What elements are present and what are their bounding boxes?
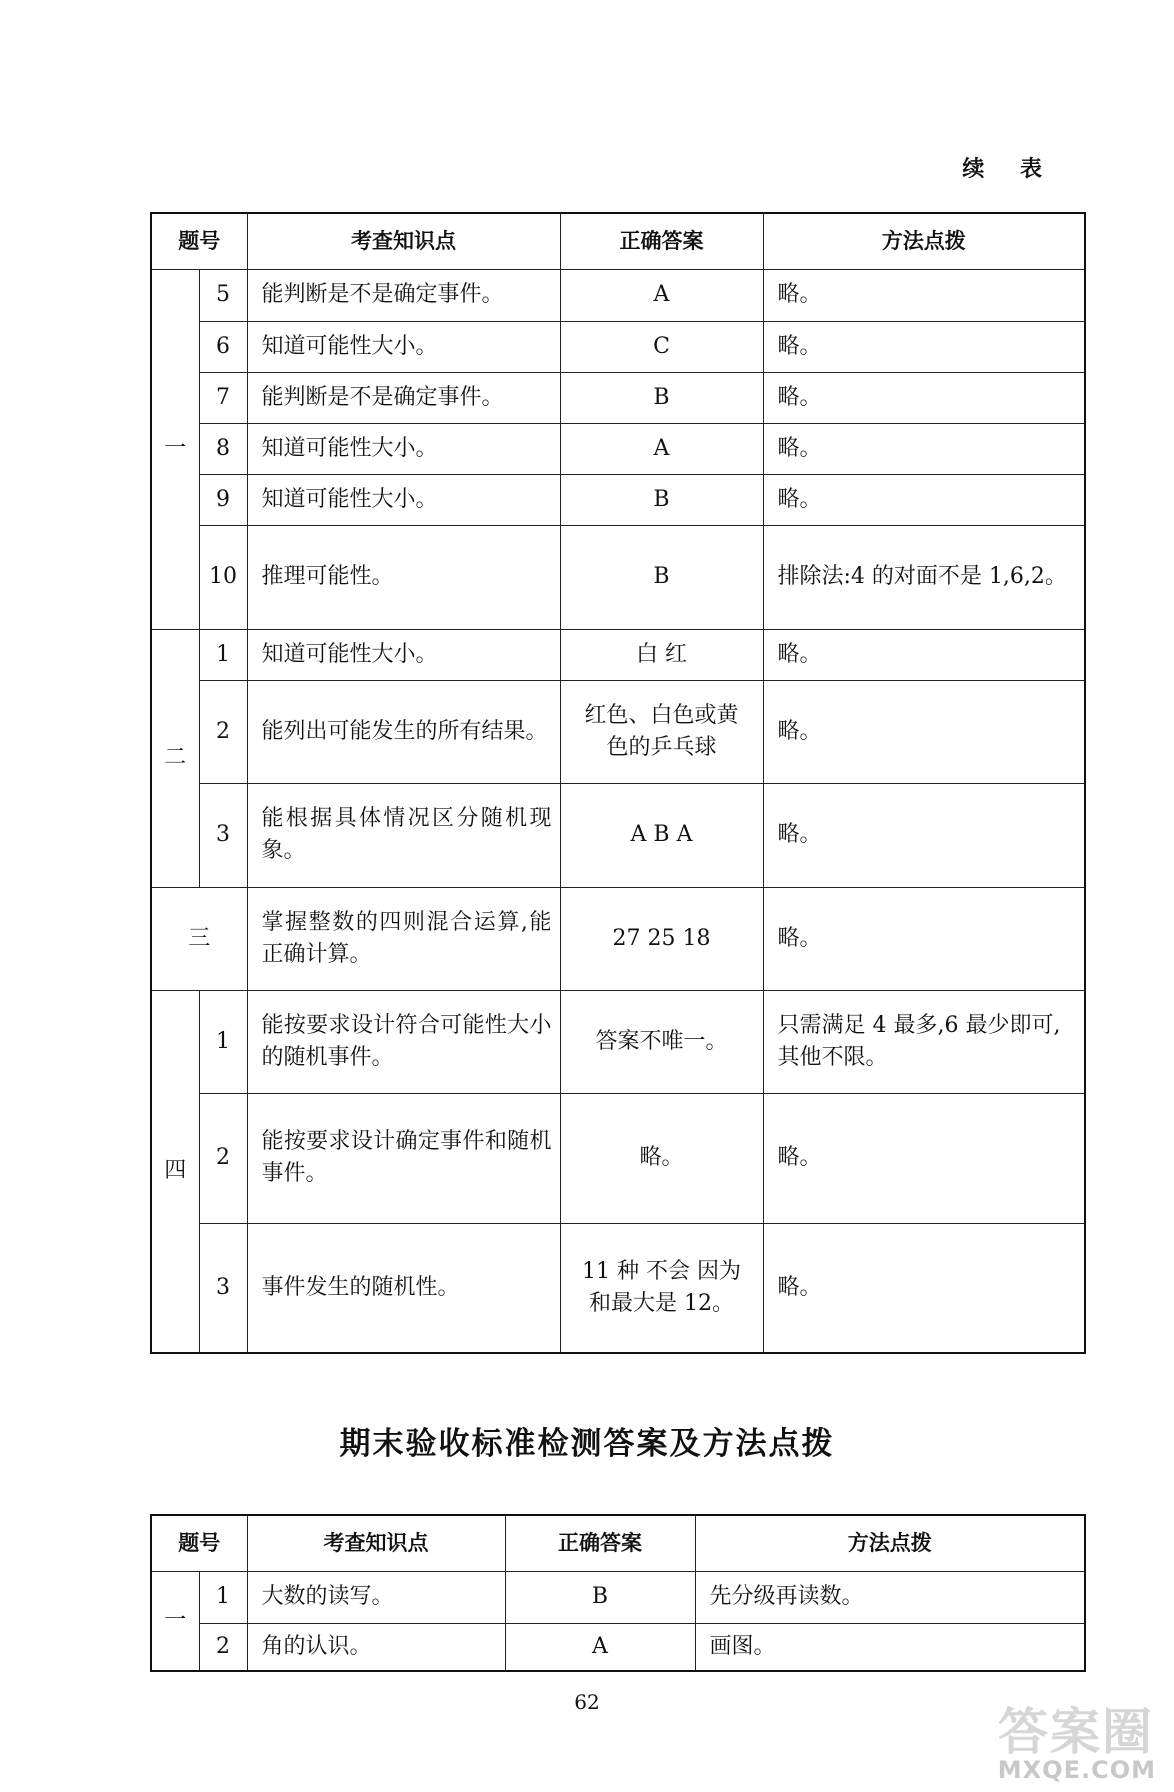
answer: 红色、白色或黄色的乒乓球 bbox=[560, 680, 763, 783]
table-row bbox=[151, 269, 1085, 321]
table-row bbox=[151, 680, 1085, 783]
method: 画图。 bbox=[695, 1623, 1085, 1671]
knowledge-point: 能判断是不是确定事件。 bbox=[247, 372, 560, 423]
question-number: 8 bbox=[199, 423, 247, 474]
header-section: 题号 bbox=[151, 213, 247, 269]
answer: 11 种 不会 因为和最大是 12。 bbox=[560, 1223, 763, 1353]
knowledge-point: 大数的读写。 bbox=[247, 1571, 505, 1623]
knowledge-point: 掌握整数的四则混合运算,能正确计算。 bbox=[247, 887, 560, 990]
answer-table-final bbox=[150, 1514, 1086, 1672]
question-number: 3 bbox=[199, 1223, 247, 1353]
method: 略。 bbox=[763, 321, 1085, 372]
method: 先分级再读数。 bbox=[695, 1571, 1085, 1623]
section-label: 二 bbox=[151, 629, 199, 887]
question-number: 1 bbox=[199, 990, 247, 1093]
question-number: 2 bbox=[199, 680, 247, 783]
table-row bbox=[151, 990, 1085, 1093]
table-row bbox=[151, 629, 1085, 680]
knowledge-point: 推理可能性。 bbox=[247, 525, 560, 629]
header-knowledge: 考查知识点 bbox=[247, 213, 560, 269]
answer: A bbox=[560, 269, 763, 321]
table-header-row bbox=[151, 213, 1085, 269]
answer: B bbox=[560, 474, 763, 525]
question-number: 6 bbox=[199, 321, 247, 372]
section-label: 一 bbox=[151, 1571, 199, 1671]
table-row bbox=[151, 525, 1085, 629]
header-answer: 正确答案 bbox=[560, 213, 763, 269]
answer: B bbox=[560, 372, 763, 423]
section-label: 一 bbox=[151, 269, 199, 629]
knowledge-point: 知道可能性大小。 bbox=[247, 423, 560, 474]
method: 略。 bbox=[763, 372, 1085, 423]
question-number: 1 bbox=[199, 629, 247, 680]
answer-table-unit bbox=[150, 212, 1086, 1354]
answer: B bbox=[505, 1571, 695, 1623]
continued-label: 续 表 bbox=[962, 157, 1056, 182]
answer: 白 红 bbox=[560, 629, 763, 680]
header-knowledge: 考查知识点 bbox=[247, 1515, 505, 1571]
method: 排除法:4 的对面不是 1,6,2。 bbox=[763, 525, 1085, 629]
method: 略。 bbox=[763, 629, 1085, 680]
table-row bbox=[151, 783, 1085, 887]
knowledge-point: 能按要求设计符合可能性大小的随机事件。 bbox=[247, 990, 560, 1093]
question-number: 5 bbox=[199, 269, 247, 321]
table-row bbox=[151, 1223, 1085, 1353]
table-header-row bbox=[151, 1515, 1085, 1571]
answer: 略。 bbox=[560, 1093, 763, 1223]
knowledge-point: 能判断是不是确定事件。 bbox=[247, 269, 560, 321]
method: 只需满足 4 最多,6 最少即可,其他不限。 bbox=[763, 990, 1085, 1093]
question-number: 9 bbox=[199, 474, 247, 525]
header-method: 方法点拨 bbox=[763, 213, 1085, 269]
answer: A bbox=[560, 423, 763, 474]
method: 略。 bbox=[763, 474, 1085, 525]
knowledge-point: 知道可能性大小。 bbox=[247, 321, 560, 372]
method: 略。 bbox=[763, 1223, 1085, 1353]
header-section: 题号 bbox=[151, 1515, 247, 1571]
answer: 27 25 18 bbox=[560, 887, 763, 990]
answer: B bbox=[560, 525, 763, 629]
page-number: 62 bbox=[574, 1690, 600, 1714]
header-method: 方法点拨 bbox=[695, 1515, 1085, 1571]
method: 略。 bbox=[763, 423, 1085, 474]
watermark-brand: 答案圈 bbox=[998, 1703, 1154, 1761]
header-answer: 正确答案 bbox=[505, 1515, 695, 1571]
method: 略。 bbox=[763, 269, 1085, 321]
answer: A bbox=[505, 1623, 695, 1671]
table-row bbox=[151, 1623, 1085, 1671]
section-label: 三 bbox=[151, 887, 247, 990]
table-row bbox=[151, 372, 1085, 423]
knowledge-point: 能按要求设计确定事件和随机事件。 bbox=[247, 1093, 560, 1223]
knowledge-point: 能根据具体情况区分随机现象。 bbox=[247, 783, 560, 887]
method: 略。 bbox=[763, 887, 1085, 990]
method: 略。 bbox=[763, 1093, 1085, 1223]
question-number: 2 bbox=[199, 1093, 247, 1223]
knowledge-point: 知道可能性大小。 bbox=[247, 474, 560, 525]
answer: 答案不唯一。 bbox=[560, 990, 763, 1093]
watermark-site: MXQE.COM bbox=[997, 1756, 1156, 1784]
question-number: 1 bbox=[199, 1571, 247, 1623]
knowledge-point: 知道可能性大小。 bbox=[247, 629, 560, 680]
table-row bbox=[151, 423, 1085, 474]
table-row bbox=[151, 474, 1085, 525]
knowledge-point: 角的认识。 bbox=[247, 1623, 505, 1671]
table-row bbox=[151, 1093, 1085, 1223]
knowledge-point: 能列出可能发生的所有结果。 bbox=[247, 680, 560, 783]
section-title: 期末验收标准检测答案及方法点拨 bbox=[339, 1426, 835, 1462]
answer: A B A bbox=[560, 783, 763, 887]
table-row bbox=[151, 887, 1085, 990]
question-number: 10 bbox=[199, 525, 247, 629]
method: 略。 bbox=[763, 783, 1085, 887]
knowledge-point: 事件发生的随机性。 bbox=[247, 1223, 560, 1353]
section-label: 四 bbox=[151, 990, 199, 1353]
method: 略。 bbox=[763, 680, 1085, 783]
table-row bbox=[151, 1571, 1085, 1623]
question-number: 3 bbox=[199, 783, 247, 887]
question-number: 7 bbox=[199, 372, 247, 423]
table-row bbox=[151, 321, 1085, 372]
question-number: 2 bbox=[199, 1623, 247, 1671]
answer: C bbox=[560, 321, 763, 372]
watermark-logo bbox=[990, 1692, 1162, 1784]
